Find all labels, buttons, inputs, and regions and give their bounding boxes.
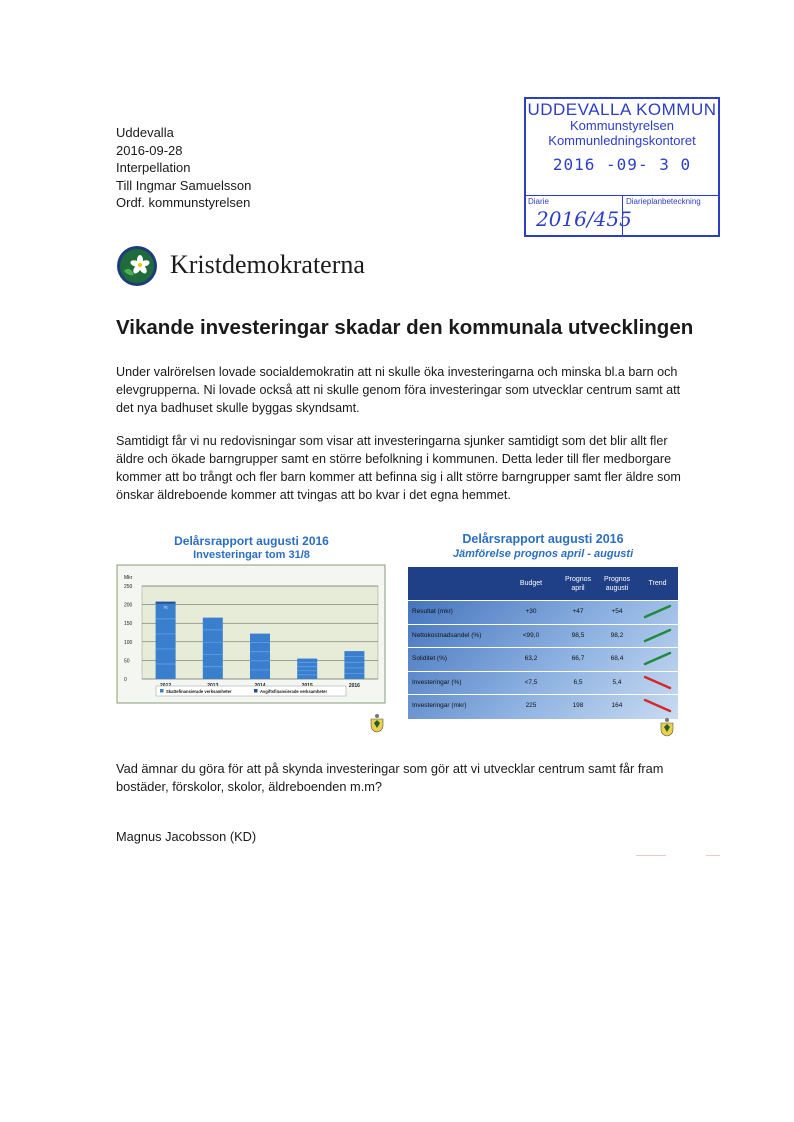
col-prognos-april: Prognos april [564, 575, 592, 592]
table-cell-augusti: 98,2 [610, 631, 624, 639]
trend-line [645, 653, 670, 664]
chart1-bar [156, 604, 176, 679]
party-logo-icon [116, 245, 158, 287]
scan-mark [636, 855, 666, 856]
chart1-legend-label: Avgiftsfinansierade verksamheter [260, 689, 328, 694]
signature: Magnus Jacobsson (KD) [116, 829, 257, 844]
chart1-bar [156, 602, 176, 604]
table-cell-budget: <99,0 [522, 631, 540, 639]
chart1-ytick-label: 50 [124, 658, 130, 665]
header-block [116, 124, 251, 212]
header-recipient: Till Ingmar Samuelsson [116, 177, 252, 193]
col-prognos-augusti: Prognos augusti [603, 575, 631, 592]
col-trend: Trend [648, 580, 667, 587]
table-cell-april: 6,5 [573, 678, 583, 686]
stamp-office: Kommunledningskontoret [548, 133, 696, 148]
chart1-ytick-label: 200 [124, 602, 133, 609]
chart1-bar [250, 634, 270, 679]
chart1-legend-label: Skattefinansierade verksamheter [166, 689, 232, 694]
table-cell-augusti: 68,4 [610, 655, 624, 662]
paragraph-1: Under valrörelsen lovade socialdemokratin att ni skulle öka investeringarna och minska bl.a barn och elevgrupperna. Ni lovade också att ni skulle genom föra investeringar som utvecklar centrum samt att det nya badhuset skulle byggas skyndsamt. [116, 365, 681, 415]
forecast-comparison-table [406, 527, 680, 719]
chart1-ytick-label: 250 [124, 584, 133, 590]
table-cell-label: Resultat (mkr) [412, 608, 453, 615]
stamp-date: 2016 -09- 3 0 [552, 155, 692, 174]
chart1-subtitle: Investeringar tom 31/8 [193, 549, 310, 561]
municipal-crest-icon [368, 713, 386, 733]
table-cell-budget: 63,2 [524, 655, 538, 662]
trend-line [645, 700, 670, 711]
stamp-org: UDDEVALLA KOMMUN [527, 100, 717, 119]
header-role: Ordf. kommunstyrelsen [116, 195, 251, 210]
table-cell-augusti: 164 [611, 702, 623, 709]
stamp-dept: Kommunstyrelsen [569, 118, 675, 133]
chart2-subtitle: Jämförelse prognos april - augusti [452, 548, 634, 560]
col-budget: Budget [519, 580, 543, 587]
scan-mark [706, 855, 720, 856]
table-cell-budget: +30 [525, 608, 537, 615]
table-cell-april: 66,7 [571, 655, 585, 662]
table-panel [408, 567, 678, 719]
table-row [408, 647, 678, 669]
stamp-diarie-number: 2016/455 [536, 207, 632, 231]
question-paragraph: Vad ämnar du göra för att på skynda investeringar som gör att vi utvecklar centrum samt får fram bostäder, förskolor, skolor, äldreboenden m.m? [116, 761, 664, 794]
trend-up-arrow-icon [637, 625, 678, 646]
chart1-plot [116, 564, 387, 704]
chart1-ytick-label: 0 [124, 677, 127, 683]
table-cell-april: 98,5 [571, 631, 585, 639]
received-stamp [524, 97, 720, 237]
trend-up-arrow-icon [637, 601, 678, 622]
chart1-legend-swatch [160, 689, 164, 693]
chart1-ylabel: Mkr [124, 575, 133, 581]
paragraph-2: Samtidigt får vi nu redovisningar som visar att investeringarna sjunker samtidigt som det blir allt fler äldre och ökade barngrupper samt en större befolkning i kommunen. Detta leder till fler medborgare kommer att bo trångt och fler barn kommer att befinna sig i allt större barngrupper samt fler äldre som önskar äldreboende kommer att tvingas att bo kvar i det egna hemmet. [116, 434, 681, 502]
header-type: Interpellation [116, 160, 191, 175]
table-row [408, 600, 678, 622]
table-header [408, 567, 678, 600]
stamp-plan-label: Diarieplanbeteckning [626, 197, 701, 206]
chart1-bar [344, 651, 364, 679]
page-title: Vikande investeringar skadar den kommunala utvecklingen [116, 316, 694, 339]
stamp-diarie-label: Diarie [528, 197, 549, 206]
table-cell-label: Nettokostnadsandel (%) [412, 631, 482, 639]
chart1-ytick-label: 100 [124, 639, 133, 646]
table-cell-label: Investeringar (%) [412, 678, 462, 686]
municipal-crest-icon [658, 717, 676, 737]
chart1-legend-swatch [254, 689, 258, 693]
chart1-ytick-label: 150 [124, 621, 133, 628]
table-cell-april: 198 [572, 702, 584, 709]
chart2-title: Delårsrapport augusti 2016 [462, 532, 624, 546]
table-row [408, 694, 678, 716]
party-name: Kristdemokraterna [170, 250, 365, 279]
trend-up-arrow-icon [637, 648, 678, 669]
trend-down-arrow-icon [637, 672, 678, 693]
table-row [408, 671, 678, 693]
table-cell-april: +47 [572, 608, 584, 615]
table-cell-augusti: +54 [611, 608, 623, 615]
chart1-xtick-label: 2016 [348, 683, 360, 689]
header-date: 2016-09-28 [116, 142, 183, 158]
chart1-title: Delårsrapport augusti 2016 [174, 534, 329, 548]
table-row [408, 624, 678, 646]
table-cell-budget: <7,5 [524, 678, 538, 686]
trend-line [645, 606, 670, 617]
trend-line [645, 677, 670, 688]
trend-line [645, 630, 670, 641]
chart1-bar [297, 659, 317, 679]
table-cell-budget: 225 [525, 702, 537, 709]
table-cell-label: Soliditet (%) [412, 655, 448, 662]
header-city: Uddevalla [116, 125, 174, 140]
chart1-bar [203, 618, 223, 679]
trend-down-arrow-icon [637, 695, 678, 716]
table-cell-label: Investeringar (mkr) [412, 702, 467, 709]
table-cell-augusti: 5,4 [612, 678, 622, 686]
chart1-bar-label: 7E [163, 604, 169, 610]
investment-bar-chart [116, 527, 387, 702]
